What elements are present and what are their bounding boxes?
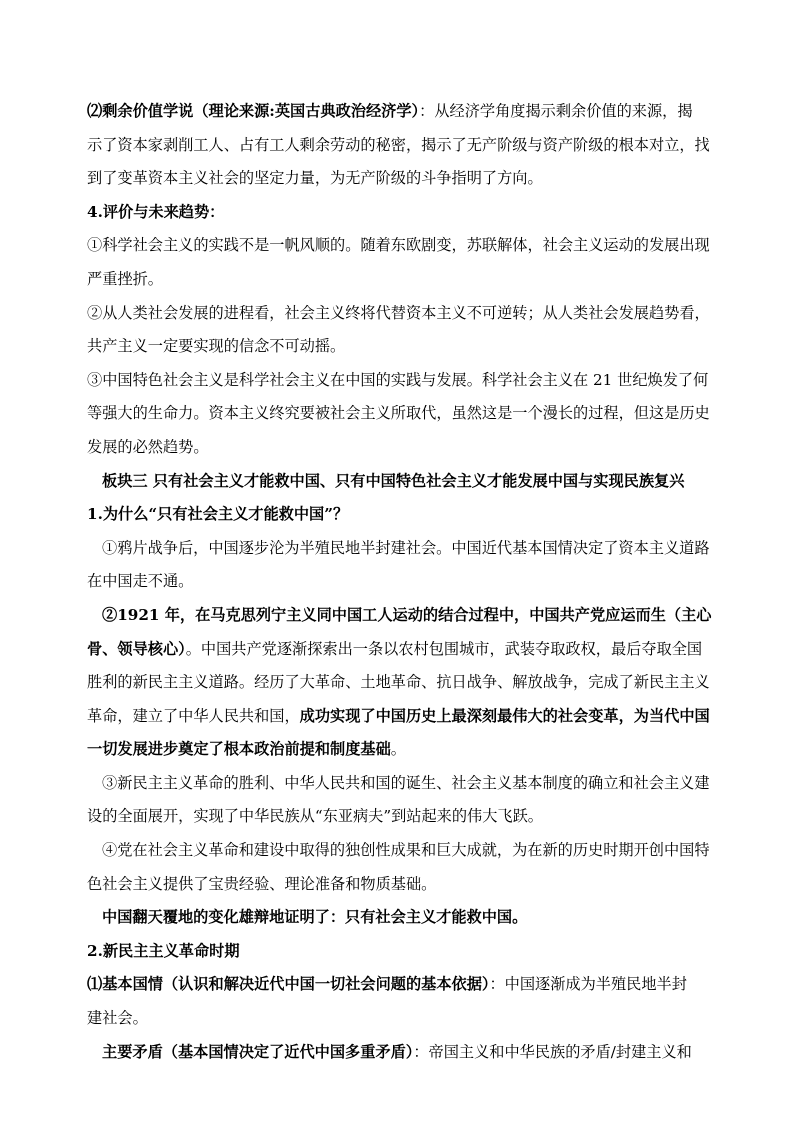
text-line: 等强大的生命力。资本主义终究要被社会主义所取代，虽然这是一个漫长的过程，但这是历史 [87,404,710,423]
text-line [87,1036,736,1070]
bold-text: ⑴基本国情（认识和解决近代中国一切社会问题的基本依据） [87,975,490,994]
bold-text: 一切发展进步奠定了根本政治前提和制度基础 [87,740,391,759]
text-line [87,633,736,667]
text-line: 严重挫折。 [87,269,163,288]
heading-new-democratic: 2.新民主主义革命时期 [87,941,240,960]
text-line [87,733,736,767]
text: 革命，建立了中华人民共和国， [87,706,300,725]
text-line: 共产主义一定要实现的信念不可动摇。 [87,337,346,356]
bold-text: 骨、领导核心） [87,639,186,658]
paragraph-surplus-value [87,95,736,129]
text-line: 建社会。 [87,1009,148,1028]
heading-evaluation: 4.评价与未来趋势： [87,202,225,221]
text-line: ②1921 年，在马克思列宁主义同中国工人运动的结合过程中，中国共产党应运而生（主心 [102,605,712,624]
text: ：帝国主义和中华民族的矛盾/封建主义和 [413,1042,692,1061]
text: 。中国共产党逐渐探索出一条以农村包围城市，武装夺取政权，最后夺取全国 [185,639,703,658]
text: ：从经济学角度揭示剩余价值的来源，揭 [419,102,693,120]
bold-text: 成功实现了中国历史上最深刻最伟大的社会变革，为当代中国 [299,706,710,725]
text-line: 在中国走不通。 [87,572,194,591]
conclusion: 中国翻天覆地的变化雄辩地证明了：只有社会主义才能救中国。 [102,908,528,927]
text-line [87,700,736,734]
text: ：中国逐渐成为半殖民地半封 [489,975,687,994]
text-line: 示了资本家剥削工人、占有工人剩余劳动的秘密，揭示了无产阶级与资产阶级的根本对立，找 [87,135,710,154]
text-line: ③中国特色社会主义是科学社会主义在中国的实践与发展。科学社会主义在 21 世纪焕发了何 [87,370,709,389]
text-line: 胜利的新民主主义道路。经历了大革命、土地革命、抗日战争、解放战争，完成了新民主主义 [87,673,710,692]
text-line: 色社会主义提供了宝贵经验、理论准备和物质基础。 [87,874,437,893]
text-line: 发展的必然趋势。 [87,437,209,456]
text-line: ③新民主主义革命的胜利、中华人民共和国的诞生、社会主义基本制度的确立和社会主义建 [102,773,710,792]
text-line: 到了变革资本主义社会的坚定力量，为无产阶级的斗争指明了方向。 [87,169,543,188]
text-line: ④党在社会主义革命和建设中取得的独创性成果和巨大成就，为在新的历史时期开创中国特 [102,841,710,860]
text-line: 设的全面展开，实现了中华民族从“东亚病夫”到站起来的伟大飞跃。 [87,807,543,826]
bold-heading: ⑵剩余价值学说（理论来源:英国古典政治经济学） [87,102,420,120]
text-line: ①科学社会主义的实践不是一帆风顺的。随着东欧剧变，苏联解体，社会主义运动的发展出现 [87,236,710,255]
bold-text: 主要矛盾（基本国情决定了近代中国多重矛盾） [102,1042,414,1061]
text-line: ②从人类社会发展的进程看，社会主义终将代替资本主义不可逆转；从人类社会发展趋势看， [87,303,710,322]
text: 。 [390,740,406,759]
text-line: ①鸦片战争后，中国逐步沦为半殖民地半封建社会。中国近代基本国情决定了资本主义道路 [102,538,710,557]
section-heading: 板块三 只有社会主义才能救中国、只有中国特色社会主义才能发展中国与实现民族复兴 [102,471,685,490]
question-heading: 1.为什么“只有社会主义才能救中国”？ [87,505,349,524]
text-line [87,968,736,1002]
